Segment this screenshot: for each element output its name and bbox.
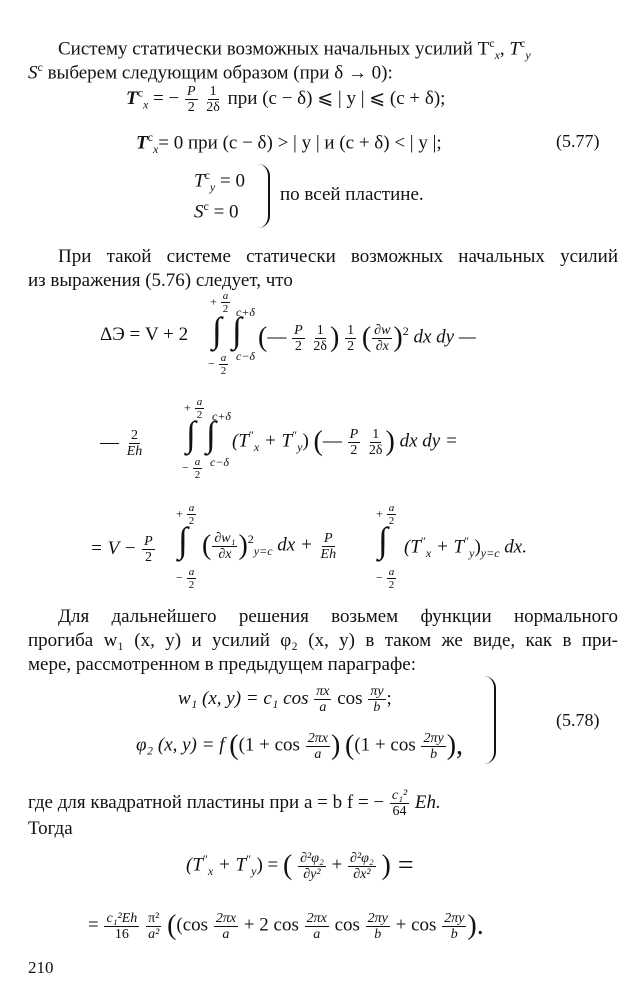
paragraph-2-line-1: При такой системе статически возможных начальных усилий [58, 246, 618, 267]
paragraph-1-line-1: Систему статически возможных начальных усилий $T^c_x$, $T^c_y$ [58, 36, 531, 63]
paragraph-3-line-2: прогиба w₁ (x, y) и усилий φ₂ (x, y) в таком же виде, как в при- [28, 630, 618, 651]
paragraph-3-line-1: Для дальнейшего решения возьмем функции нормального [58, 606, 618, 627]
eq-577-line-3: $T^c_y = 0$ [194, 168, 245, 195]
paragraph-3-line-3: мере, рассмотренном в предыдущем параграфе: [28, 654, 416, 675]
eq-577-line-2: $T^c_x= 0$ при (c − δ) > | y | и (c + δ) < | y |; [136, 130, 442, 157]
eq-577-line-1: $T^c_x$ = − $\frac{P}{2}$ $\frac{1}{2\delta}$ при (c − δ) ⩽ | y | ⩽ (c + δ); [126, 84, 446, 115]
eq-577-number: (5.77) [556, 131, 600, 151]
eq-final-1: $(T''_x + T''_y)$ = ( $\frac{\text{∂²φ₂}}{\text{∂y²}}$ + $\frac{\text{∂²φ₂}}{\text{∂x²}}$ ) = [186, 850, 414, 882]
eq-final-2: = $\frac{\text{c₁²Eh}}{16}$ $\frac{\text{π²}}{\text{a²}}$ ((cos $\frac{2\pi x}{a}$ + 2 cos $\frac{2\pi x}{a}$ cos $\frac{2\pi y}{b}$ + cos $\frac{2\pi y}{b}$ ). [88, 910, 484, 942]
paragraph-1-line-2: $S^c$ выберем следующим образом (при δ → 0): [28, 60, 393, 84]
eq-577-brace-text: по всей пластине. [280, 184, 424, 205]
paragraph-4-line-2: Тогда [28, 818, 73, 839]
paragraph-2-line-2: из выражения (5.76) следует, что [28, 270, 293, 291]
eq-577-line-4: $S^c = 0$ [194, 199, 239, 223]
book-page: Систему статически возможных начальных усилий $T^c_x$, $T^c_y$ $S^c$ выберем следующим образом (при δ → 0): $T^c_x$ = − $\frac{P}{2}$ $\frac{1}{2\delta}$ при (c − δ) ⩽ | y | ⩽ (c + δ); $T^c_x= 0$ при (c − δ) > | y | и (c + δ) < | y |; (5.77) $T^c_y = 0$ $S^c = 0$ по всей пластине. При такой системе статически возможных начальных усилий из выражения (5.76) следует, что ΔЭ = V + 2 + $\frac{a}{2}$ c+δ ∫ ∫ − $\frac{a}{2}$ c−δ (— $\frac{P}{2}$ $\frac{1}{2\delta}$ ) $\frac{1}{2}$ ( $\frac{\partial w}{\partial x}$ )$^2$ dx dy — — $\frac{2}{Eh}$ + $\frac{a}{2}$ c+δ ∫ ∫ − $\frac{a}{2}$ c−δ $(T''_x + T''_y)$ (— $\frac{P}{2}$ $\frac{1}{2\delta}$ ) dx dy = = V − $\frac{P}{2}$ + $\frac{a}{2}$ ∫ − $\frac{a}{2}$ ( $\frac{\text{∂w₁}}{\partial x}$ )$^2_{y=c}$ dx + $\frac{P}{Eh}$ + $\frac{a}{2}$ ∫ − $\frac{a}{2}$ $(T''_x + T''_y)_{y=c}$ dx. Для дальнейшего решения возьмем функции нормального прогиба w₁ (x, y) и усилий φ₂ (x, y) в таком же виде, как в при- мере, рассмотренном в предыдущем параграфе: w₁ (x, y) = c₁ cos $\frac{\pi x}{a}$ cos $\frac{\pi y}{b}$ ; φ₂ (x, y) = f ((1 + cos $\frac{2\pi x}{a}$ ) ((1 + cos $\frac{2\pi y}{b}$ ), (5.78) где для квадратной пластины при a = b f = − $\frac{\text{c₁²}}{64}$ Eh. Тогда $(T''_x + T''_y)$ = ( $\frac{\text{∂²φ₂}}{\text{∂y²}}$ + $\frac{\text{∂²φ₂}}{\text{∂x²}}$ ) = = $\frac{\text{c₁²Eh}}{16}$ $\frac{\text{π²}}{\text{a²}}$ ((cos $\frac{2\pi x}{a}$ + 2 cos $\frac{2\pi x}{a}$ cos $\frac{2\pi y}{b}$ + cos $\frac{2\pi y}{b}$ ). 210 [0, 0, 636, 1000]
paragraph-4-line-1: где для квадратной пластины при a = b f = − $\frac{\text{c₁²}}{64}$ Eh. [28, 788, 441, 819]
eq-577-brace [258, 164, 270, 228]
page-number: 210 [28, 958, 54, 977]
eq-578-number: (5.78) [556, 710, 600, 730]
